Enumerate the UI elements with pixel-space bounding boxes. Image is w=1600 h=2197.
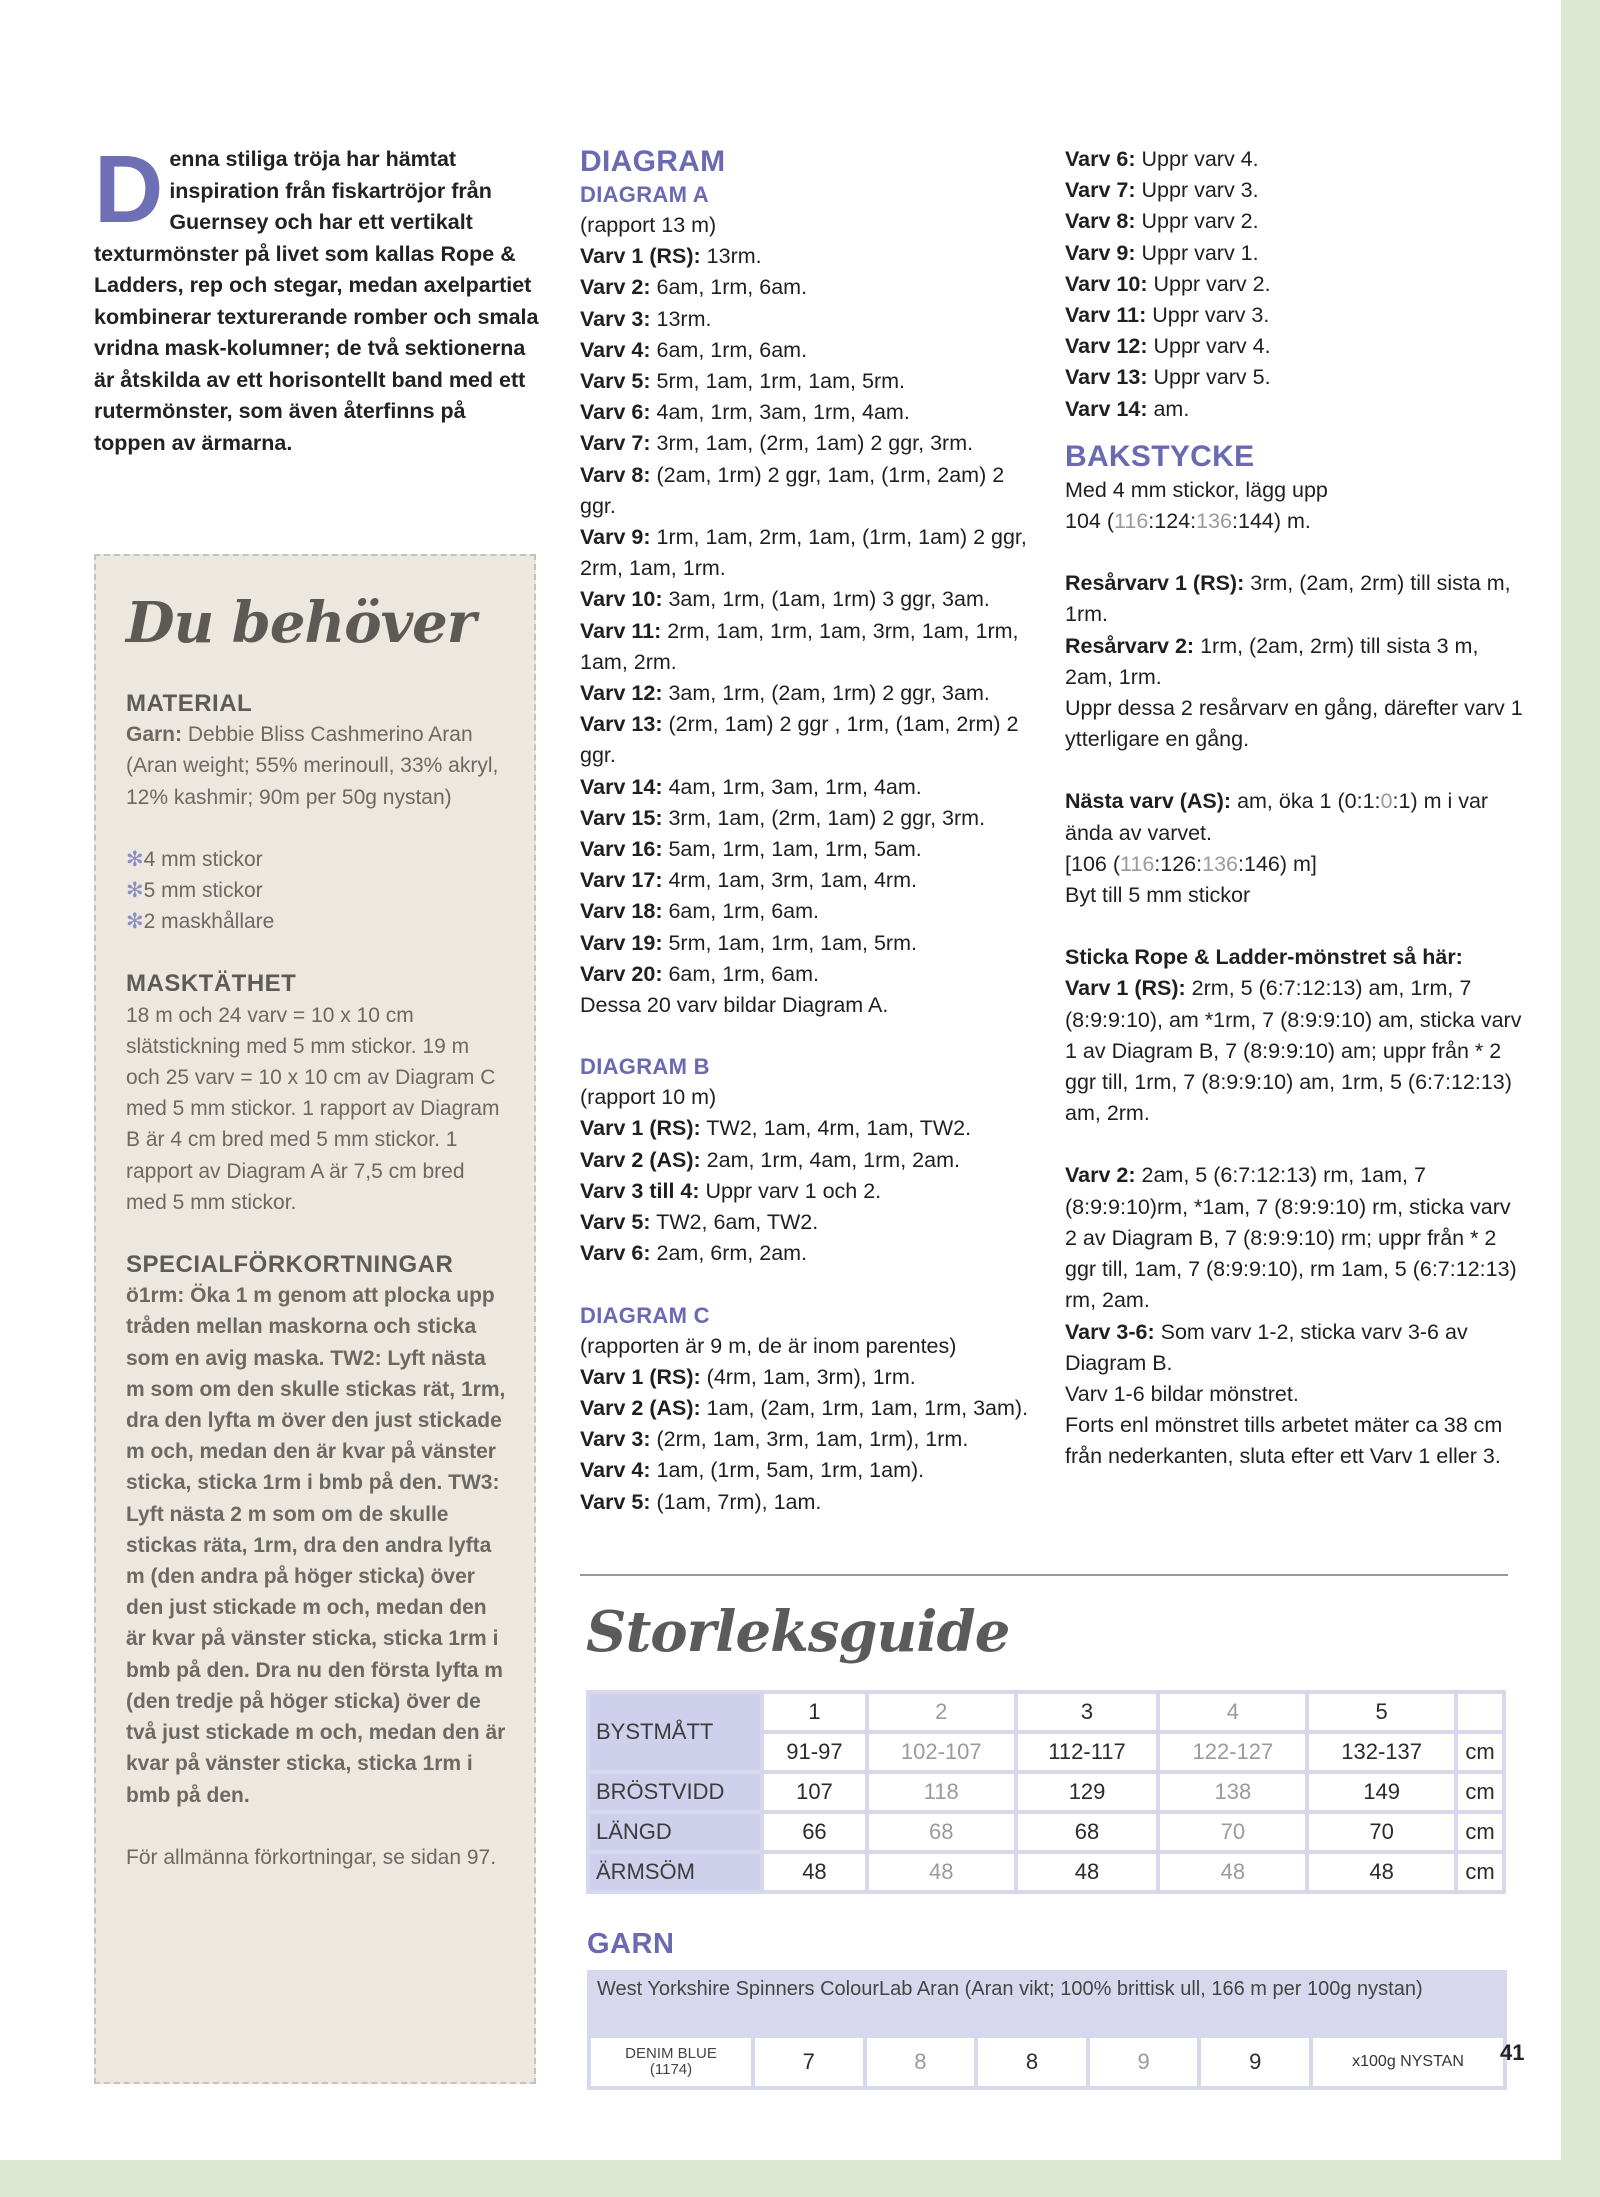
row-text: am. xyxy=(1147,396,1190,421)
inc-value: 1 xyxy=(1362,789,1375,814)
diagram-a-repeat: (rapport 13 m) xyxy=(580,213,717,237)
pattern-row xyxy=(580,928,1040,959)
section-divider xyxy=(580,1574,1508,1576)
pattern-row xyxy=(580,1113,1040,1144)
row-label: Varv 19: xyxy=(580,930,663,955)
drop-cap: D xyxy=(94,136,164,243)
pattern-row xyxy=(580,959,1040,990)
gauge-heading: MASKTÄTHET xyxy=(126,970,297,998)
yarn-table xyxy=(587,2034,1507,2090)
row-label: Varv 1 (RS): xyxy=(580,1364,701,1389)
size-value: 136 xyxy=(1196,509,1233,534)
color-code: (1174) xyxy=(649,2061,693,2078)
pattern-row xyxy=(580,772,1040,803)
row-label: Varv 5: xyxy=(580,1210,651,1235)
pattern-row xyxy=(580,896,1040,927)
bakstycke-heading: BAKSTYCKE xyxy=(1065,439,1255,473)
row-label: BRÖSTVIDD xyxy=(590,1774,760,1810)
instructions-column xyxy=(1065,144,1525,1473)
page-number: 41 xyxy=(1500,2040,1525,2065)
row-label: LÄNGD xyxy=(590,1814,760,1850)
pattern-row xyxy=(580,241,1040,272)
pattern-row xyxy=(1065,238,1525,269)
color-cell xyxy=(591,2038,751,2086)
rope-heading-text: Sticka Rope & Ladder-mönstret så här: xyxy=(1065,945,1463,970)
size-value: 126 xyxy=(1160,851,1197,876)
list-item xyxy=(126,906,506,937)
row-text: 4am, 1rm, 3am, 1rm, 4am. xyxy=(662,774,922,799)
row-text: TW2, 6am, TW2. xyxy=(650,1210,819,1235)
cast-on-end: m. xyxy=(1281,509,1311,534)
row-text: 3am, 1rm, (1am, 1rm) 3 ggr, 3am. xyxy=(662,587,990,612)
rope-row-2 xyxy=(1065,1160,1525,1316)
table-cell: 7 xyxy=(755,2038,863,2086)
inc-value: 0 xyxy=(1380,789,1393,814)
row-label: Varv 1 (RS): xyxy=(580,1116,701,1141)
special-heading: SPECIALFÖRKORTNINGAR xyxy=(126,1251,454,1279)
pattern-row xyxy=(1065,269,1525,300)
diagram-b-heading: DIAGRAM B xyxy=(580,1054,710,1080)
row-text: 6am, 1rm, 6am. xyxy=(662,899,819,924)
pattern-row xyxy=(580,397,1040,428)
table-cell: 122-127 xyxy=(1160,1734,1305,1770)
rope-row-3-6 xyxy=(1065,1317,1525,1379)
pattern-row xyxy=(580,428,1040,459)
asterisk-bullet-icon: ✻ xyxy=(126,879,144,903)
row-text: 3rm, 1am, (2rm, 1am) 2 ggr, 3rm. xyxy=(650,431,974,456)
pattern-row xyxy=(580,616,1040,678)
sidebar-footer: För allmänna förkortningar, se sidan 97. xyxy=(126,1845,497,1869)
table-cell: 48 xyxy=(869,1854,1014,1890)
row-text: 6am, 1rm, 6am. xyxy=(650,337,808,362)
unit-cell: cm xyxy=(1458,1774,1502,1810)
list-item xyxy=(126,844,506,875)
special-text: ö1rm: Öka 1 m genom att plocka upp tråden mellan maskorna och sticka som en avig maska. TW2: Lyft nästa m som om den skulle stickas rät, 1rm, dra den lyfta m över den just stickade m och, medan den är kvar på vänster sticka, sticka 1rm i bmb på den. TW3: Lyft nästa 2 m som om de skulle stickas räta, 1rm, dra den andra lyfta m (den andra på höger sticka) över den just stickade m och, medan den är kvar på vänster sticka, sticka 1rm i bmb på den. Dra nu den första lyfta m (den tredje på höger sticka) över de två just stickade m och, medan den är kvar på vänster sticka, sticka 1rm i bmb på den. xyxy=(126,1284,506,1807)
row-label: Varv 9: xyxy=(1065,240,1136,265)
pattern-row xyxy=(1065,362,1525,393)
pattern-row xyxy=(580,1393,1040,1424)
row-text: Uppr varv 4. xyxy=(1147,334,1271,359)
table-row xyxy=(590,1694,1502,1730)
table-row xyxy=(591,2038,1503,2086)
row-label: Varv 12: xyxy=(580,681,663,706)
table-cell: 9 xyxy=(1090,2038,1198,2086)
row-label: Varv 6: xyxy=(580,1241,651,1266)
pattern-row xyxy=(580,1145,1040,1176)
diagram-b-rows xyxy=(580,1113,1040,1269)
garn-label: Garn: xyxy=(126,723,183,747)
material-heading: MATERIAL xyxy=(126,690,253,717)
row-label: Varv 15: xyxy=(580,805,663,830)
garn-heading: GARN xyxy=(587,1928,675,1960)
row-text: 2am, 1rm, 4am, 1rm, 2am. xyxy=(700,1147,960,1172)
next-row: Nästa varv (AS): am, öka 1 (0:1:0:1) m i var ända av varvet. xyxy=(1065,789,1489,845)
r2-label: Varv 2: xyxy=(1065,1163,1136,1188)
pattern-row xyxy=(580,1207,1040,1238)
pattern-row xyxy=(580,1424,1040,1455)
pattern-row xyxy=(580,460,1040,522)
row-label: Varv 7: xyxy=(580,431,651,456)
pattern-row xyxy=(580,1238,1040,1269)
row-text: TW2, 1am, 4rm, 1am, TW2. xyxy=(700,1116,972,1141)
rope-rows-1-6: Varv 1-6 bildar mönstret. xyxy=(1065,1381,1299,1406)
row-text: (2rm, 1am) 2 ggr , 1rm, (1am, 2rm) 2 ggr. xyxy=(580,712,1019,768)
materials-sidebar xyxy=(94,554,536,2084)
color-name: DENIM BLUE xyxy=(625,2045,717,2062)
pattern-row xyxy=(580,1362,1040,1393)
diagram-c-rows xyxy=(580,1362,1040,1518)
needle-text: 5 mm stickor xyxy=(143,879,263,903)
rib1-text: 3rm, (2am, 2rm) till sista m, 1rm. xyxy=(1065,571,1511,627)
row-label: Varv 2 (AS): xyxy=(580,1147,701,1172)
row-label: Varv 10: xyxy=(580,587,663,612)
inc-value: 1 xyxy=(1398,789,1411,814)
table-cell: 48 xyxy=(1018,1854,1157,1890)
table-cell: 9 xyxy=(1201,2038,1309,2086)
size-number: 1 xyxy=(764,1694,865,1730)
diagram-b-repeat: (rapport 10 m) xyxy=(580,1085,717,1110)
asterisk-bullet-icon: ✻ xyxy=(126,910,144,934)
row-text: 6am, 1rm, 6am. xyxy=(650,275,808,300)
size-number: 3 xyxy=(1018,1694,1157,1730)
row-label: Varv 13: xyxy=(580,712,663,737)
row-text: 6am, 1rm, 6am. xyxy=(662,961,819,986)
size-value: 116 xyxy=(1114,509,1149,534)
pattern-row xyxy=(1065,394,1525,425)
row-label: Varv 6: xyxy=(580,400,651,425)
row-label: Varv 6: xyxy=(1065,147,1136,171)
table-cell: 70 xyxy=(1309,1814,1454,1850)
table-row xyxy=(590,1854,1502,1890)
row-text: 2rm, 1am, 1rm, 1am, 3rm, 1am, 1rm, 1am, 2rm. xyxy=(580,618,1019,674)
row-text: 13rm. xyxy=(700,244,762,269)
rib-row-1 xyxy=(1065,568,1525,630)
inc-value: 0 xyxy=(1344,789,1357,814)
garn-text: Debbie Bliss Cashmerino Aran (Aran weight; 55% merinoull, 33% akryl, 12% kashmir; 90m per 50g nystan) xyxy=(126,723,499,809)
row-text: 5rm, 1am, 1rm, 1am, 5rm. xyxy=(662,930,917,955)
rib2-label: Resårvarv 2: xyxy=(1065,633,1195,658)
pattern-row xyxy=(1065,175,1525,206)
row-label: Varv 9: xyxy=(580,525,651,550)
r36-text: Som varv 1-2, sticka varv 3-6 av Diagram B. xyxy=(1065,1319,1468,1375)
row-text: Uppr varv 4. xyxy=(1135,147,1259,171)
table-cell: 129 xyxy=(1018,1774,1157,1810)
row-text: Uppr varv 3. xyxy=(1135,178,1259,203)
row-label: Varv 11: xyxy=(1065,303,1147,328)
intro-text: enna stiliga tröja har hämtat inspiration från fiskartröjor från Guernsey och har ett vertikalt texturmönster på livet som kallas Rope & Ladders, rep och stegar, medan axelpartiet kombinerar texturerande romber och smala vridna mask-kolumner; de två sektionerna är åtskilda av ett horisontellt band med ett rutermönster, som även återfinns på toppen av ärmarna. xyxy=(94,147,539,455)
row-label: Varv 3: xyxy=(580,306,651,331)
switch-needles: Byt till 5 mm stickor xyxy=(1065,883,1251,908)
total-stitches: [106 (116:126:136:146) m] xyxy=(1065,851,1317,876)
row-label: Varv 11: xyxy=(580,618,662,643)
size-number: 5 xyxy=(1309,1694,1454,1730)
table-cell: 48 xyxy=(1309,1854,1454,1890)
list-item xyxy=(126,875,506,906)
row-text: 1am, (1rm, 5am, 1rm, 1am). xyxy=(650,1458,925,1483)
row-label: Varv 2 (AS): xyxy=(580,1395,701,1420)
pattern-row xyxy=(1065,144,1525,175)
rib-repeat: Uppr dessa 2 resårvarv en gång, därefter varv 1 ytterligare en gång. xyxy=(1065,696,1523,752)
pattern-row xyxy=(580,1176,1040,1207)
size-number: 4 xyxy=(1160,1694,1305,1730)
pattern-row xyxy=(580,584,1040,615)
diagram-c-heading: DIAGRAM C xyxy=(580,1302,710,1328)
table-cell: 48 xyxy=(764,1854,865,1890)
table-cell: 8 xyxy=(978,2038,1086,2086)
row-label: Varv 14: xyxy=(580,774,663,799)
pattern-row xyxy=(1065,300,1525,331)
row-label: Varv 5: xyxy=(580,369,651,394)
pattern-row xyxy=(580,335,1040,366)
pattern-row xyxy=(580,366,1040,397)
pattern-row xyxy=(580,803,1040,834)
empty-cell xyxy=(1458,1694,1502,1730)
row-label: Varv 10: xyxy=(1065,271,1148,296)
table-cell: 149 xyxy=(1309,1774,1454,1810)
row-text: 3rm, 1am, (2rm, 1am) 2 ggr, 3rm. xyxy=(662,805,986,830)
row-label: Varv 12: xyxy=(1065,334,1148,359)
asterisk-bullet-icon: ✻ xyxy=(126,847,144,871)
row-label: Varv 14: xyxy=(1065,396,1148,421)
diagram-a-heading: DIAGRAM A xyxy=(580,182,709,207)
rib-row-2 xyxy=(1065,631,1525,693)
row-label: Varv 18: xyxy=(580,899,663,924)
intro-paragraph xyxy=(94,136,542,459)
table-cell: 66 xyxy=(764,1814,865,1850)
table-cell: 8 xyxy=(867,2038,975,2086)
rib2-text: 1rm, (2am, 2rm) till sista 3 m, 2am, 1rm. xyxy=(1065,633,1479,689)
r2-text: 2am, 5 (6:7:12:13) rm, 1am, 7 (8:9:9:10)rm, *1am, 7 (8:9:9:10) rm, sticka varv 2 av Diagram B, 7 (8:9:9:10) rm; uppr från * 2 ggr till, 1am, 7 (8:9:9:10), rm 1am, 5 (6:7:12:13) rm, 2am. xyxy=(1065,1163,1517,1313)
table-cell: 118 xyxy=(869,1774,1014,1810)
row-text: Uppr varv 1. xyxy=(1135,240,1259,265)
unit-cell: x100g NYSTAN xyxy=(1313,2038,1503,2086)
pattern-row xyxy=(1065,331,1525,362)
pattern-row xyxy=(580,272,1040,303)
table-row xyxy=(590,1774,1502,1810)
size-value: 136 xyxy=(1202,851,1238,876)
row-text: (2rm, 1am, 3rm, 1am, 1rm), 1rm. xyxy=(650,1427,969,1452)
row-text: 2am, 6rm, 2am. xyxy=(650,1241,808,1266)
row-text: 3am, 1rm, (2am, 1rm) 2 ggr, 3am. xyxy=(662,681,990,706)
garn-paragraph xyxy=(126,719,506,813)
row-label: Varv 3 till 4: xyxy=(580,1178,700,1203)
next-text-end: ) m i var ända av varvet. xyxy=(1065,789,1489,845)
r36-label: Varv 3-6: xyxy=(1065,1319,1155,1344)
row-text: Uppr varv 3. xyxy=(1146,303,1270,328)
row-label: Varv 3: xyxy=(580,1427,651,1452)
table-cell: 70 xyxy=(1160,1814,1305,1850)
diagram-a-rows xyxy=(580,241,1040,990)
diagram-heading: DIAGRAM xyxy=(580,145,726,178)
rope-heading xyxy=(1065,942,1525,973)
needle-text: 4 mm stickor xyxy=(143,847,263,871)
row-text: Uppr varv 2. xyxy=(1147,271,1271,296)
needle-text: 2 maskhållare xyxy=(143,910,275,934)
table-cell: 132-137 xyxy=(1309,1734,1454,1770)
table-cell: 138 xyxy=(1160,1774,1305,1810)
size-value: 104 xyxy=(1065,509,1101,534)
size-table xyxy=(586,1690,1506,1894)
size-value: 106 xyxy=(1070,851,1107,876)
rib1-label: Resårvarv 1 (RS): xyxy=(1065,571,1245,596)
size-number: 2 xyxy=(869,1694,1014,1730)
pattern-row xyxy=(580,834,1040,865)
pattern-row xyxy=(1065,206,1525,237)
row-label: BYSTMÅTT xyxy=(590,1694,760,1770)
pattern-row xyxy=(580,304,1040,335)
row-text: 1am, (2am, 1rm, 1am, 1rm, 3am). xyxy=(700,1395,1029,1420)
pattern-row xyxy=(580,865,1040,896)
table-row xyxy=(590,1814,1502,1850)
table-cell: 68 xyxy=(1018,1814,1157,1850)
continue-text: Forts enl mönstret tills arbetet mäter ca 38 cm från nederkanten, sluta efter ett Varv 1 eller 3. xyxy=(1065,1413,1503,1469)
row-label: ÄRMSÖM xyxy=(590,1854,760,1890)
rope-row-1 xyxy=(1065,973,1525,1129)
row-label: Varv 8: xyxy=(580,462,651,487)
row-label: Varv 17: xyxy=(580,868,663,893)
table-cell: 91-97 xyxy=(764,1734,865,1770)
yarn-description: West Yorkshire Spinners ColourLab Aran (Aran vikt; 100% brittisk ull, 166 m per 100g nystan) xyxy=(587,1970,1507,2034)
row-label: Varv 2: xyxy=(580,275,651,300)
unit-cell: cm xyxy=(1458,1814,1502,1850)
row-label: Varv 5: xyxy=(580,1489,651,1514)
row-label: Varv 8: xyxy=(1065,209,1136,234)
diagram-c-repeat: (rapporten är 9 m, de är inom parentes) xyxy=(580,1333,957,1358)
size-value: 116 xyxy=(1120,851,1155,876)
row-text: 13rm. xyxy=(650,306,712,331)
size-value: 124 xyxy=(1154,509,1191,534)
next-text: am, öka 1 ( xyxy=(1231,789,1345,814)
row-text: 5rm, 1am, 1rm, 1am, 5rm. xyxy=(650,369,905,394)
cast-on-sizes: 104 (116:124:136:144) m. xyxy=(1065,509,1311,534)
r1-label: Varv 1 (RS): xyxy=(1065,976,1186,1001)
table-cell: 68 xyxy=(869,1814,1014,1850)
size-guide-title: Storleksguide xyxy=(586,1599,1010,1665)
table-cell: 102-107 xyxy=(869,1734,1014,1770)
row-text: (2am, 1rm) 2 ggr, 1am, (1rm, 2am) 2 ggr. xyxy=(580,462,1005,518)
row-text: 1rm, 1am, 2rm, 1am, (1rm, 1am) 2 ggr, 2rm, 1am, 1rm. xyxy=(580,525,1027,581)
diagram-a-footer: Dessa 20 varv bildar Diagram A. xyxy=(580,993,889,1018)
pattern-row xyxy=(580,522,1040,584)
gauge-text: 18 m och 24 varv = 10 x 10 cm slätstickning med 5 mm stickor. 19 m och 25 varv = 10 x 10 cm av Diagram C med 5 mm stickor. 1 rapport av Diagram B är 4 cm bred med 5 mm stickor. 1 rapport av Diagram A är 7,5 cm bred med 5 mm stickor. xyxy=(126,1003,500,1214)
row-label: Varv 7: xyxy=(1065,178,1136,203)
row-text: 5am, 1rm, 1am, 1rm, 5am. xyxy=(662,837,922,862)
row-label: Varv 16: xyxy=(580,837,663,862)
row-text: 4rm, 1am, 3rm, 1am, 4rm. xyxy=(662,868,917,893)
table-cell: 48 xyxy=(1160,1854,1305,1890)
unit-cell: cm xyxy=(1458,1854,1502,1890)
row-label: Varv 4: xyxy=(580,337,651,362)
needle-list xyxy=(126,844,506,938)
diagram-column xyxy=(580,144,1040,1518)
row-text: (4rm, 1am, 3rm), 1rm. xyxy=(700,1364,916,1389)
row-label: Varv 4: xyxy=(580,1458,651,1483)
pattern-row xyxy=(580,678,1040,709)
pattern-row xyxy=(580,1455,1040,1486)
pattern-row xyxy=(580,709,1040,771)
unit-cell: cm xyxy=(1458,1734,1502,1770)
next-label: Nästa varv (AS): xyxy=(1065,789,1232,814)
row-label: Varv 13: xyxy=(1065,365,1148,390)
row-text: Uppr varv 1 och 2. xyxy=(699,1178,882,1203)
row-label: Varv 20: xyxy=(580,961,663,986)
row-text: Uppr varv 5. xyxy=(1147,365,1271,390)
row-text: 4am, 1rm, 3am, 1rm, 4am. xyxy=(650,400,910,425)
row-text: (1am, 7rm), 1am. xyxy=(650,1489,822,1514)
cast-on-line: Med 4 mm stickor, lägg upp xyxy=(1065,477,1328,502)
size-value: 146 xyxy=(1243,851,1280,876)
table-cell: 112-117 xyxy=(1018,1734,1157,1770)
r1-text: 2rm, 5 (6:7:12:13) am, 1rm, 7 (8:9:9:10), am *1rm, 7 (8:9:9:10) am, sticka varv 1 av Diagram B, 7 (8:9:9:10) am; uppr från * 2 ggr till, 1rm, 7 (8:9:9:10) am, 1rm, 5 (6:7:12:13) am, 2rm. xyxy=(1065,976,1522,1126)
table-cell: 107 xyxy=(764,1774,865,1810)
row-label: Varv 1 (RS): xyxy=(580,244,701,269)
diagram-c-rows-continued xyxy=(1065,144,1525,425)
total-end: m] xyxy=(1287,851,1317,876)
sidebar-title: Du behöver xyxy=(126,590,476,656)
row-text: Uppr varv 2. xyxy=(1135,209,1259,234)
pattern-row xyxy=(580,1487,1040,1518)
size-value: 144 xyxy=(1238,509,1274,534)
